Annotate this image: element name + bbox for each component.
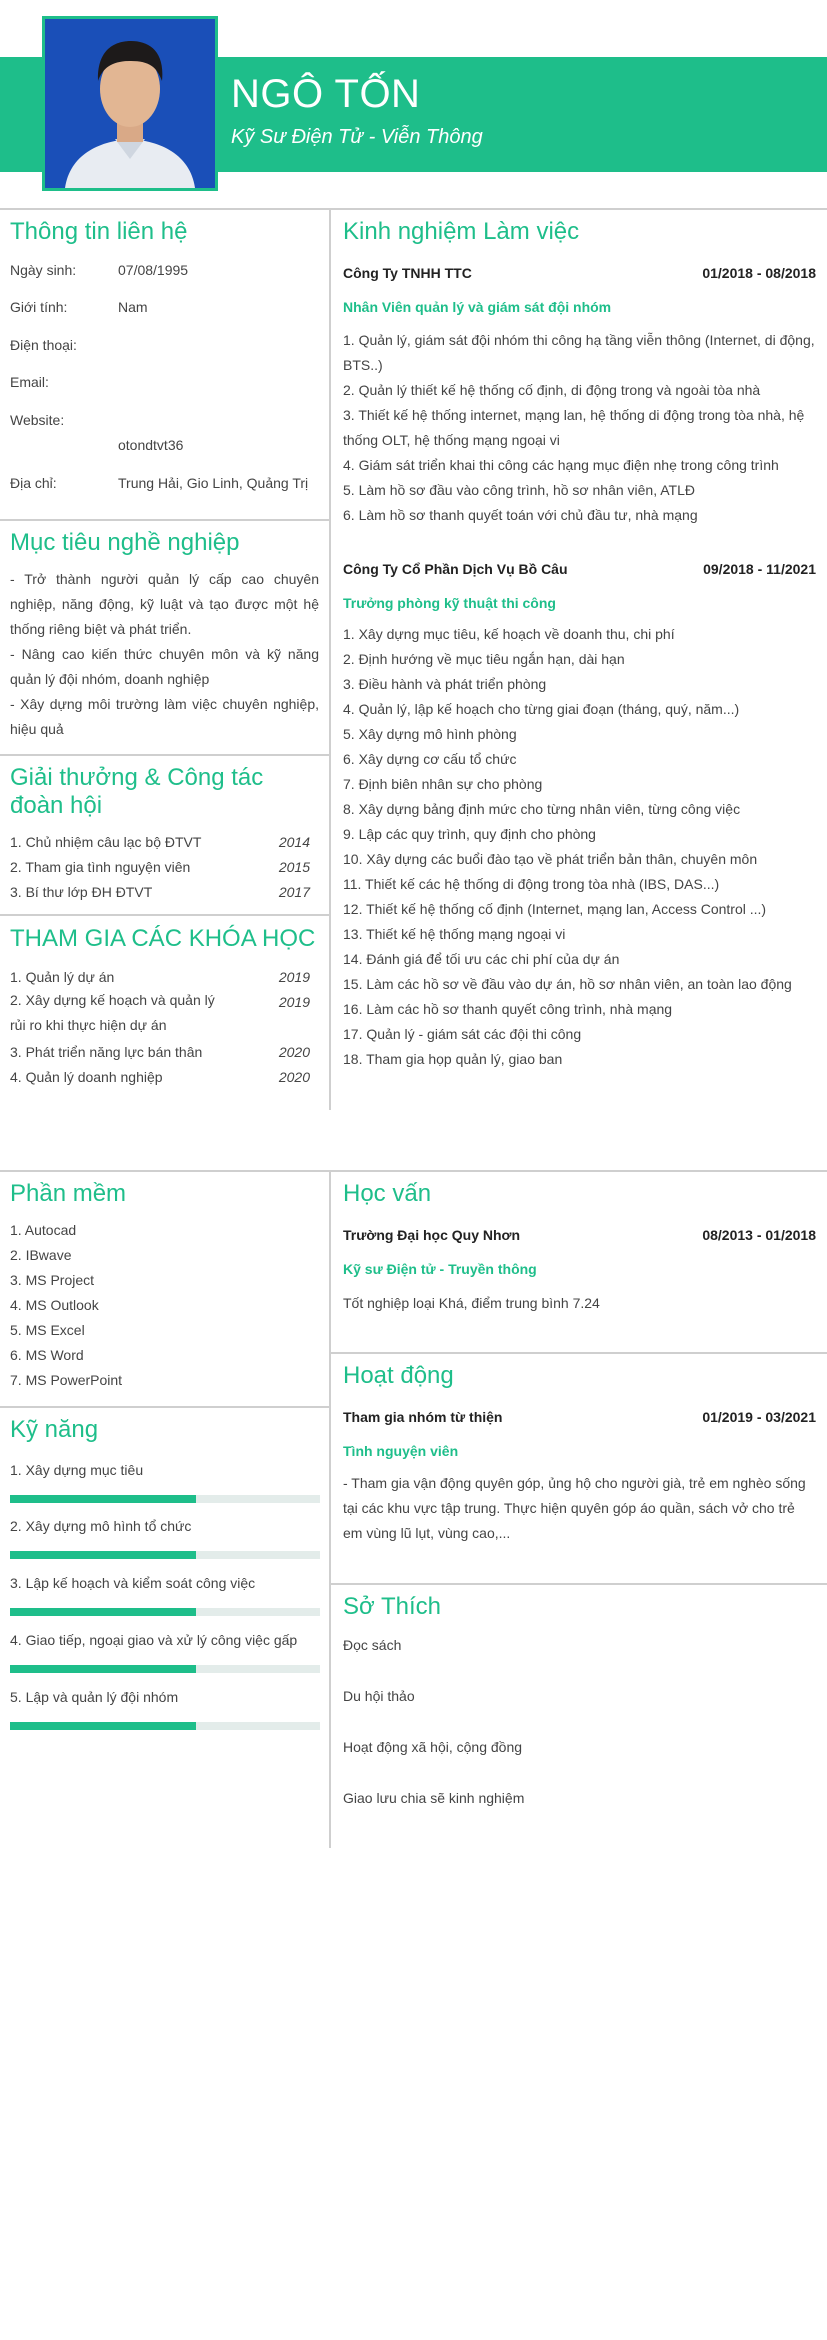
- activity-role: Tình nguyện viên: [343, 1443, 459, 1459]
- objective-text: - Trở thành người quản lý cấp cao chuyên nghiệp, năng động, kỹ luật và tạo được một hệ thống riêng biệt và phát triển. - Nâng cao kiến thức chuyên môn và kỹ năng quản lý đội nhóm, doanh nghiệp - Xây dựng môi trường làm việc chuyên nghiệp, hiệu quả: [10, 571, 319, 737]
- divider: [0, 1406, 329, 1408]
- skill-bar: [10, 1722, 320, 1730]
- divider: [329, 1583, 827, 1585]
- activity-text: - Tham gia vận động quyên góp, ủng hộ cho người già, trẻ em nghèo sống tại các khu vực tập trung. Thực hiện quyên góp áo quần, sách vở cho trẻ em vùng lũ lụt, vùng cao,...: [343, 1475, 806, 1541]
- award-year: 2017: [278, 884, 310, 900]
- profile-photo: [42, 16, 218, 191]
- duty-item: 5. Xây dựng mô hình phòng: [343, 726, 517, 742]
- course-year: 2020: [278, 1069, 310, 1085]
- hobby-item: Hoạt động xã hội, cộng đồng: [343, 1739, 523, 1755]
- job-role: Trưởng phòng kỹ thuật thi công: [343, 595, 556, 611]
- software-item: 3. MS Project: [10, 1272, 95, 1288]
- duty-item: 15. Làm các hồ sơ về đầu vào dự án, hồ sơ nhân viên, an toàn lao động: [343, 976, 792, 992]
- divider: [0, 914, 329, 916]
- email-label: Email:: [10, 374, 49, 390]
- duty-item: 17. Quản lý - giám sát các đội thi công: [343, 1026, 582, 1042]
- award-year: 2014: [278, 834, 310, 850]
- skill-bar-fill: [10, 1665, 196, 1673]
- duty-item: 3. Điều hành và phát triển phòng: [343, 676, 547, 692]
- gender-value: Nam: [118, 299, 148, 315]
- duty-item: 2. Định hướng về mục tiêu ngắn hạn, dài hạn: [343, 651, 625, 667]
- experience-heading: Kinh nghiệm Làm việc: [343, 218, 580, 245]
- hobby-item: Đọc sách: [343, 1637, 402, 1653]
- activity-date: 01/2019 - 03/2021: [702, 1409, 816, 1425]
- website-label: Website:: [10, 412, 65, 428]
- job-date: 01/2018 - 08/2018: [702, 265, 816, 281]
- course-item: 4. Quản lý doanh nghiệp: [10, 1069, 163, 1085]
- duty-item: 5. Làm hồ sơ đầu vào công trình, hồ sơ nhân viên, ATLĐ: [343, 482, 695, 498]
- software-item: 1. Autocad: [10, 1222, 77, 1238]
- skill-bar-fill: [10, 1495, 196, 1503]
- candidate-name: NGÔ TỐN: [231, 72, 421, 116]
- duty-item: 8. Xây dựng bảng định mức cho từng nhân viên, từng công việc: [343, 801, 741, 817]
- duty-item: 4. Quản lý, lập kế hoạch cho từng giai đoạn (tháng, quý, năm...): [343, 701, 740, 717]
- course-year: 2020: [278, 1044, 310, 1060]
- activities-heading: Hoạt động: [343, 1362, 454, 1389]
- candidate-title: Kỹ Sư Điện Tử - Viễn Thông: [231, 126, 483, 148]
- contact-heading: Thông tin liên hệ: [10, 218, 188, 245]
- gender-label: Giới tính:: [10, 299, 68, 315]
- job-duties-list: [343, 622, 817, 1072]
- skill-bar-fill: [10, 1722, 196, 1730]
- course-item: 2. Xây dựng kế hoạch và quản lý rủi ro khi thực hiện dự án: [10, 992, 215, 1033]
- software-item: 7. MS PowerPoint: [10, 1372, 123, 1388]
- job-role: Nhân Viên quản lý và giám sát đội nhóm: [343, 299, 612, 315]
- skill-bar: [10, 1495, 320, 1503]
- duty-item: 6. Làm hồ sơ thanh quyết toán với chủ đầu tư, nhà mạng: [343, 507, 698, 523]
- address-value: Trung Hải, Gio Linh, Quảng Trị: [118, 475, 309, 491]
- award-item: 3. Bí thư lớp ĐH ĐTVT: [10, 884, 153, 900]
- skills-heading: Kỹ năng: [10, 1416, 99, 1443]
- divider: [0, 754, 329, 756]
- courses-heading: THAM GIA CÁC KHÓA HỌC: [10, 925, 316, 952]
- divider: [0, 208, 827, 210]
- company-name: Công Ty TNHH TTC: [343, 265, 472, 281]
- duty-item: 7. Định biên nhân sự cho phòng: [343, 776, 543, 792]
- education-note: Tốt nghiệp loại Khá, điểm trung bình 7.24: [343, 1295, 600, 1311]
- duty-item: 11. Thiết kế các hệ thống di động trong tòa nhà (IBS, DAS...): [343, 876, 720, 892]
- duty-item: 12. Thiết kế hệ thống cố định (Internet, mạng lan, Access Control ...): [343, 901, 767, 917]
- company-name: Công Ty Cổ Phần Dịch Vụ Bồ Câu: [343, 561, 568, 577]
- duty-item: 14. Đánh giá để tối ưu các chi phí của dự án: [343, 951, 620, 967]
- skill-bar: [10, 1551, 320, 1559]
- award-item: 1. Chủ nhiệm câu lạc bộ ĐTVT: [10, 834, 202, 850]
- divider: [0, 1170, 827, 1172]
- skill-bar: [10, 1608, 320, 1616]
- duty-item: 18. Tham gia họp quản lý, giao ban: [343, 1051, 563, 1067]
- skill-name: 1. Xây dựng mục tiêu: [10, 1462, 144, 1478]
- skill-bar: [10, 1665, 320, 1673]
- divider: [329, 1352, 827, 1354]
- person-silhouette-icon: [45, 19, 215, 188]
- job-duties-list: [343, 328, 817, 528]
- software-list: [10, 1218, 310, 1393]
- software-item: 5. MS Excel: [10, 1322, 85, 1338]
- duty-item: 16. Làm các hồ sơ thanh quyết công trình, nhà mạng: [343, 1001, 673, 1017]
- course-year: 2019: [278, 994, 310, 1010]
- software-item: 4. MS Outlook: [10, 1297, 99, 1313]
- duty-item: 13. Thiết kế hệ thống mạng ngoại vi: [343, 926, 566, 942]
- awards-heading: Giải thưởng & Công tác đoàn hội: [10, 764, 264, 819]
- website-value[interactable]: otondtvt36: [118, 437, 184, 453]
- skill-bar-fill: [10, 1608, 196, 1616]
- skill-name: 2. Xây dựng mô hình tổ chức: [10, 1518, 192, 1534]
- address-label: Địa chỉ:: [10, 475, 57, 491]
- software-item: 6. MS Word: [10, 1347, 84, 1363]
- skill-name: 5. Lập và quản lý đội nhóm: [10, 1689, 179, 1705]
- duty-item: 1. Xây dựng mục tiêu, kế hoạch về doanh thu, chi phí: [343, 626, 675, 642]
- education-heading: Học vấn: [343, 1180, 432, 1207]
- hobby-item: Du hội thảo: [343, 1688, 415, 1704]
- column-divider: [329, 1170, 331, 1848]
- duty-item: 3. Thiết kế hệ thống internet, mạng lan, hệ thống di động trong tòa nhà, hệ thống OLT, hệ thống mạng ngoại vi: [343, 407, 805, 448]
- course-item: 1. Quản lý dự án: [10, 969, 115, 985]
- job-date: 09/2018 - 11/2021: [703, 561, 816, 577]
- course-year: 2019: [278, 969, 310, 985]
- award-item: 2. Tham gia tình nguyện viên: [10, 859, 191, 875]
- divider: [0, 519, 329, 521]
- birth-label: Ngày sinh:: [10, 262, 77, 278]
- skill-bar-fill: [10, 1551, 196, 1559]
- hobby-item: Giao lưu chia sẽ kinh nghiệm: [343, 1790, 525, 1806]
- duty-item: 6. Xây dựng cơ cấu tổ chức: [343, 751, 517, 767]
- phone-label: Điện thoại:: [10, 337, 77, 353]
- education-date: 08/2013 - 01/2018: [702, 1227, 816, 1243]
- course-item: 3. Phát triển năng lực bán thân: [10, 1044, 203, 1060]
- duty-item: 2. Quản lý thiết kế hệ thống cố định, di động trong và ngoài tòa nhà: [343, 382, 761, 398]
- duty-item: 4. Giám sát triển khai thi công các hạng mục điện nhẹ trong công trình: [343, 457, 779, 473]
- school-name: Trường Đại học Quy Nhơn: [343, 1227, 521, 1243]
- objective-heading: Mục tiêu nghề nghiệp: [10, 529, 240, 556]
- skill-name: 4. Giao tiếp, ngoại giao và xử lý công việc gấp: [10, 1632, 298, 1648]
- education-major: Kỹ sư Điện tử - Truyền thông: [343, 1261, 537, 1277]
- skill-name: 3. Lập kế hoạch và kiểm soát công việc: [10, 1575, 256, 1591]
- software-item: 2. IBwave: [10, 1247, 72, 1263]
- software-heading: Phần mềm: [10, 1180, 127, 1207]
- column-divider: [329, 208, 331, 1110]
- duty-item: 9. Lập các quy trình, quy định cho phòng: [343, 826, 596, 842]
- duty-item: 10. Xây dựng các buổi đào tạo về phát triển bản thân, chuyên môn: [343, 851, 758, 867]
- duty-item: 1. Quản lý, giám sát đội nhóm thi công hạ tầng viễn thông (Internet, di động, BTS..): [343, 332, 815, 373]
- hobbies-heading: Sở Thích: [343, 1593, 442, 1620]
- birth-value: 07/08/1995: [118, 262, 189, 278]
- activity-org: Tham gia nhóm từ thiện: [343, 1409, 503, 1425]
- award-year: 2015: [278, 859, 310, 875]
